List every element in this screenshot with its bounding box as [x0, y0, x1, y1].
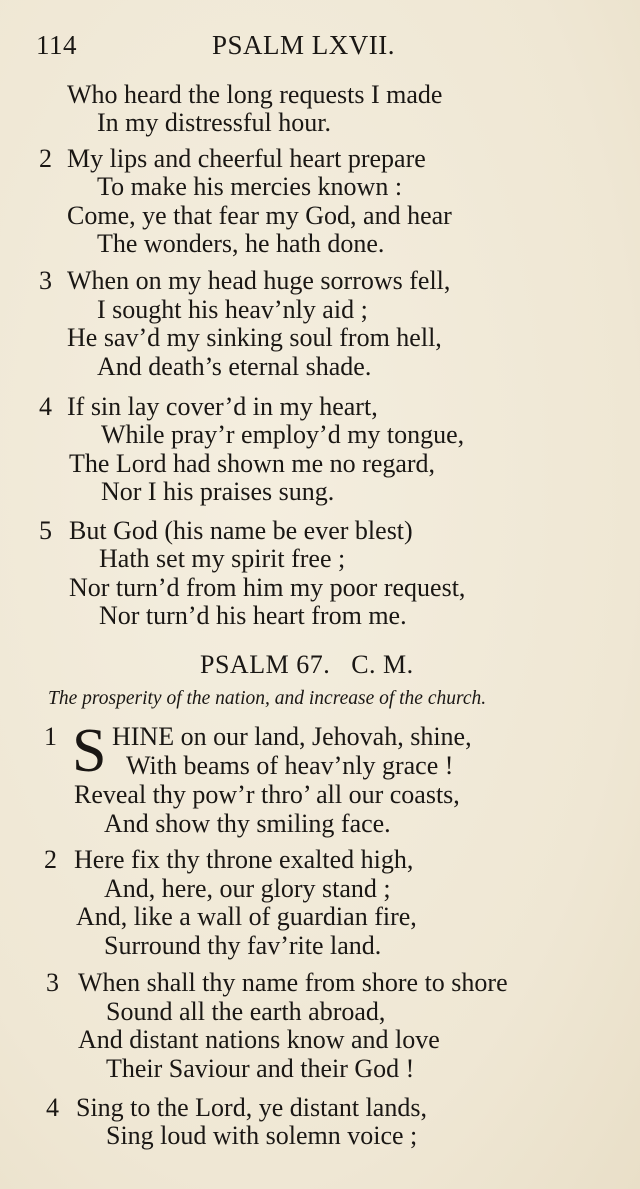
verse-line: With beams of heav’nly grace ! [126, 751, 454, 780]
verse-number: 4 [39, 392, 52, 421]
verse-line: And death’s eternal shade. [97, 352, 372, 381]
page-header [36, 30, 604, 66]
verse-line: Sound all the earth abroad, [106, 997, 386, 1026]
verse-line: And, here, our glory stand ; [104, 874, 391, 903]
verse-line: I sought his heav’nly aid ; [97, 295, 368, 324]
verse-line: And, like a wall of guardian fire, [76, 902, 417, 931]
verse-number: 1 [44, 722, 57, 751]
verse-line: Nor I his praises sung. [101, 477, 335, 506]
page-number: 114 [36, 30, 77, 60]
verse-line: Sing loud with solemn voice ; [106, 1121, 418, 1150]
verse-number: 3 [46, 968, 59, 997]
verse-line: The Lord had shown me no regard, [69, 449, 436, 478]
verse-line: Sing to the Lord, ye distant lands, [76, 1093, 427, 1122]
verse-line: To make his mercies known : [97, 172, 403, 201]
verse-line: If sin lay cover’d in my heart, [67, 392, 378, 421]
verse-number: 3 [39, 266, 52, 295]
verse-line: While pray’r employ’d my tongue, [101, 420, 465, 449]
verse-line: My lips and cheerful heart prepare [67, 144, 426, 173]
psalm-subtitle: The prosperity of the nation, and increase of the church. [48, 688, 487, 709]
verse-number: 5 [39, 516, 52, 545]
verse-line: Their Saviour and their God ! [106, 1054, 415, 1083]
continuation-line: Who heard the long requests I made [67, 80, 443, 109]
continuation-line: In my distressful hour. [97, 108, 331, 137]
drop-cap-letter: S [72, 717, 107, 785]
verse-number: 4 [46, 1093, 59, 1122]
verse-line: When on my head huge sorrows fell, [67, 266, 451, 295]
verse-line: But God (his name be ever blest) [69, 516, 413, 545]
verse-line: The wonders, he hath done. [97, 229, 385, 258]
verse-line: He sav’d my sinking soul from hell, [67, 323, 442, 352]
verse-line: Surround thy fav’rite land. [104, 931, 382, 960]
running-title: PSALM LXVII. [212, 30, 396, 60]
psalm-heading: PSALM 67. C. M. [200, 650, 414, 679]
verse-line: And show thy smiling face. [104, 809, 391, 838]
verse-line: Hath set my spirit free ; [99, 544, 346, 573]
verse-line: Nor turn’d from him my poor request, [69, 573, 466, 602]
verse-line: Nor turn’d his heart from me. [99, 601, 407, 630]
verse-line: Come, ye that fear my God, and hear [67, 201, 452, 230]
verse-line: Here fix thy throne exalted high, [74, 845, 414, 874]
verse-line: HINE on our land, Jehovah, shine, [112, 722, 472, 751]
verse-number: 2 [44, 845, 57, 874]
verse-line: Reveal thy pow’r thro’ all our coasts, [74, 780, 460, 809]
verse-line: And distant nations know and love [78, 1025, 440, 1054]
verse-number: 2 [39, 144, 52, 173]
verse-line: When shall thy name from shore to shore [78, 968, 508, 997]
